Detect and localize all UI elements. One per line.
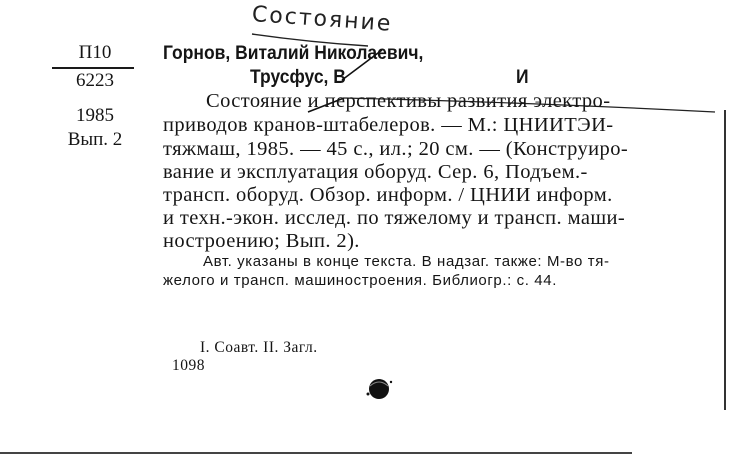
shelfmark-year: 1985 bbox=[76, 105, 114, 126]
heading-conjunction: И bbox=[516, 67, 529, 88]
shelfmark-number: 6223 bbox=[76, 70, 114, 91]
notes-line: желого и трансп. машиностроения. Библиогр.: с. 44. bbox=[163, 272, 557, 289]
card-number: 1098 bbox=[172, 357, 205, 374]
description-line: вание и эксплуатация оборуд. Сер. 6, Подъем.- bbox=[163, 161, 588, 183]
punch-hole-blot bbox=[362, 372, 396, 406]
card-bottom-edge bbox=[0, 452, 632, 454]
shelfmark-index: П10 bbox=[78, 42, 112, 63]
description-line: тяжмаш, 1985. — 45 с., ил.; 20 см. — (Конструиро- bbox=[163, 138, 629, 160]
description-line: и техн.-экон. исслед. по тяжелому и трансп. маши- bbox=[163, 207, 626, 229]
coauthor-heading: Трусфус, В bbox=[250, 67, 346, 88]
description-line: приводов кранов-штабелеров. — М.: ЦНИИТЭИ- bbox=[163, 114, 614, 136]
description-line: трансп. оборуд. Обзор. информ. / ЦНИИ информ. bbox=[163, 184, 613, 206]
notes-line: Авт. указаны в конце текста. В надзаг. также: М-во тя- bbox=[203, 253, 610, 270]
author-heading: Горнов, Виталий Николаевич, bbox=[163, 43, 424, 64]
handwritten-note: Состояние bbox=[251, 2, 394, 37]
card-right-edge bbox=[724, 110, 726, 410]
description-line: ностроению; Вып. 2). bbox=[163, 230, 360, 252]
tracings: I. Соавт. II. Загл. bbox=[200, 339, 318, 356]
shelfmark-issue: Вып. 2 bbox=[67, 129, 123, 150]
description-line: Состояние и перспективы развития электро- bbox=[206, 90, 611, 112]
shelfmark-divider bbox=[52, 67, 134, 69]
